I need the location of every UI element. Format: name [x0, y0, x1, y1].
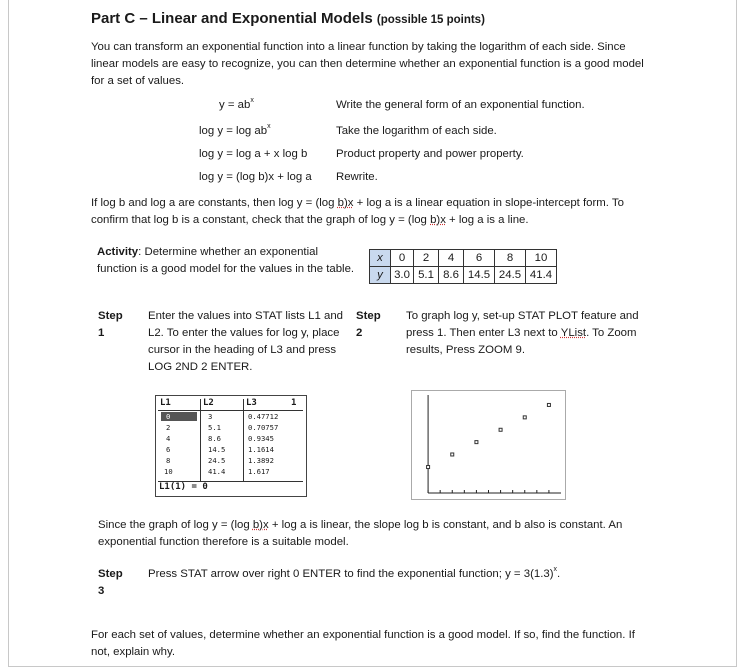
calc-cell: 0.70757 [248, 423, 279, 432]
calc-cell: 14.5 [208, 445, 226, 454]
final-instructions: For each set of values, determine whether an exponential function is a good model. If so, find the function. If not, explain why. [91, 629, 635, 658]
calc-cell: 10 [164, 467, 173, 476]
data-point [523, 416, 526, 419]
step2-label: Step 2 [356, 310, 381, 339]
x-cell: 6 [464, 250, 495, 267]
x-cell: 4 [439, 250, 464, 267]
data-point [547, 403, 550, 406]
scatter-plot [412, 391, 565, 499]
data-point [475, 441, 478, 444]
x-cell: 2 [414, 250, 439, 267]
calc-cell: 3 [208, 412, 213, 421]
page-title: Part C – Linear and Exponential Models (possible 15 points) [91, 10, 485, 27]
calc-header-l3: L3 [246, 398, 257, 408]
data-point [451, 453, 454, 456]
x-header: x [370, 250, 391, 267]
y-cell: 41.4 [526, 267, 557, 284]
calculator-list-screen [155, 395, 307, 497]
intro-paragraph: You can transform an exponential function into a linear function by taking the logarithm of each side. Since linear models are easy to recognize, you can then determine whether an exponential function is a good model for a set of values. [91, 41, 644, 87]
points-label: (possible 15 points) [376, 14, 485, 26]
x-cell: 0 [391, 250, 414, 267]
conclusion-paragraph: Since the graph of log y = (log b)x + log a is linear, the slope log b is constant, and b also is constant. An exponential function therefore is a suitable model. [98, 519, 623, 548]
calc-cell: 41.4 [208, 467, 226, 476]
y-cell: 14.5 [464, 267, 495, 284]
eq-desc-1: Write the general form of an exponential function. [336, 99, 585, 111]
eq-row-3: log y = log a + x log b [199, 148, 308, 160]
data-point [499, 428, 502, 431]
calc-cell: 6 [166, 445, 171, 454]
eq-row-4: log y = (log b)x + log a [199, 171, 312, 183]
calc-cell: 0.47712 [248, 412, 279, 421]
calc-cell: 8.6 [208, 434, 221, 443]
x-cell: 8 [495, 250, 526, 267]
step1-text: Enter the values into STAT lists L1 and L2. To enter the values for log y, place cursor in the heading of L3 and press LOG 2ND 2 ENTER. [148, 310, 344, 373]
calc-header-index: 1 [291, 398, 297, 408]
eq-desc-2: Take the logarithm of each side. [336, 125, 497, 137]
calc-cell: 24.5 [208, 456, 226, 465]
calc-header-l2: L2 [203, 398, 214, 408]
confirm-paragraph: If log b and log a are constants, then log y = (log b)x + log a is a linear equation in slope-intercept form. To confirm that log b is a constant, check that the graph of log y = (log b)x + log a is a line. [91, 197, 624, 226]
calc-cell: 1.3892 [248, 456, 274, 465]
calc-footer: L1(1) = 0 [159, 482, 208, 492]
step2-text: To graph log y, set-up STAT PLOT feature and press 1. Then enter L3 next to YList. To Zoom results, Press ZOOM 9. [406, 310, 639, 356]
calc-cell: 4 [166, 434, 171, 443]
calc-cell: 0 [166, 412, 171, 421]
x-row [370, 250, 557, 267]
y-row [370, 267, 557, 284]
calc-cell: 1.1614 [248, 445, 274, 454]
calc-cell: 2 [166, 423, 171, 432]
x-cell: 10 [526, 250, 557, 267]
calc-cell: 1.617 [248, 467, 270, 476]
step1-label: Step 1 [98, 310, 123, 339]
step3-text: Press STAT arrow over right 0 ENTER to find the exponential function; $y = 3(1.3)^x$. [148, 566, 561, 580]
calc-header-l1: L1 [160, 398, 171, 408]
eq-row-2: $\log y = \log ab^x$ [199, 123, 271, 137]
eq-desc-3: Product property and power property. [336, 148, 524, 160]
calc-cell: 8 [166, 456, 171, 465]
calc-cell: 5.1 [208, 423, 221, 432]
y-cell: 5.1 [414, 267, 439, 284]
calc-cell: 0.9345 [248, 434, 274, 443]
scatter-plot-frame [411, 390, 566, 500]
y-cell: 8.6 [439, 267, 464, 284]
step3-label: Step 3 [98, 568, 123, 597]
data-point [427, 466, 430, 469]
xy-table [369, 249, 557, 284]
y-cell: 3.0 [391, 267, 414, 284]
y-header: y [370, 267, 391, 284]
eq-desc-4: Rewrite. [336, 171, 378, 183]
activity-text: Activity: Determine whether an exponential function is a good model for the values in the table. [97, 246, 355, 275]
y-cell: 24.5 [495, 267, 526, 284]
eq-row-1: $y = ab^x$ [219, 97, 254, 111]
